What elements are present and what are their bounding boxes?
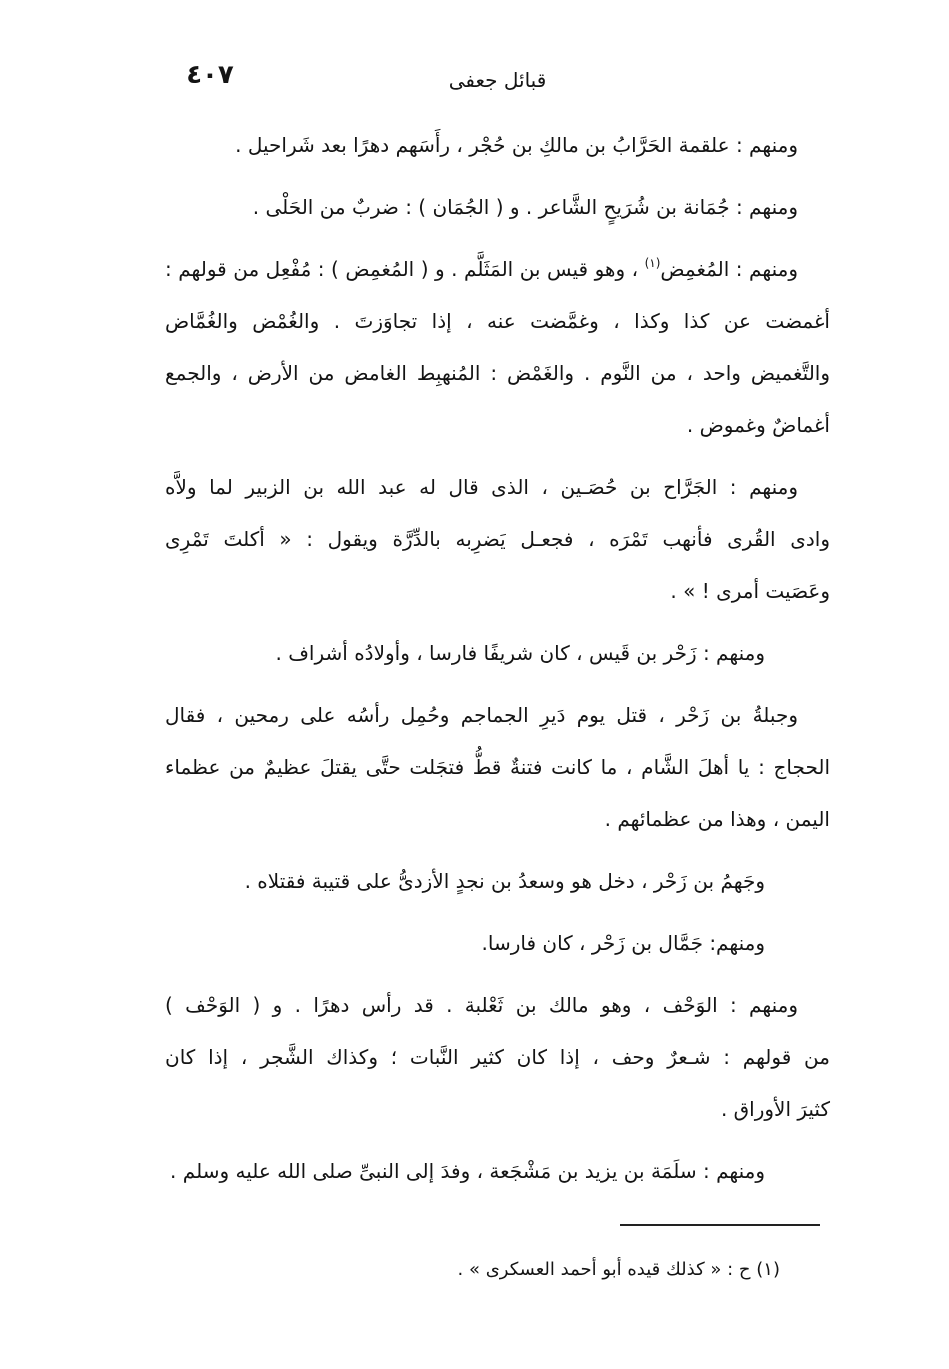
line-text: ومنهم : المُغمِض [660, 257, 798, 281]
text-line: ومنهم: جَمَّال بن زَحْر ، كان فارسا. [481, 931, 765, 955]
text-line: ومنهم : علقمة الحَرَّابُ بن مالكِ بن حُجْر ، رأَسَهم دهرًا بعد شَراحيل . [235, 133, 798, 157]
text-line: أغمضت عن كذا وكذا ، وغمَّضت عنه ، إذا تجاوَزتَ . والغُمْض والغُمَّاض [165, 309, 830, 333]
entry-paragraph [165, 917, 830, 969]
footnote [165, 1250, 780, 1290]
footnote-text: ح : « كذلك قيده أبو أحمد العسكرى » . [457, 1259, 751, 1280]
text-line: وادى القُرى فأنهب تَمْرَه ، فجعـل يَضرِبه بالدِّرَّة ويقول : « أكلتَ تَمْرِى [165, 527, 830, 551]
text-line: وجبلةُ بن زَحْر ، قتل يوم دَيرِ الجماجم وحُمِل رأسُه على رمحين ، فقال [165, 703, 798, 727]
text-line: كثيرَ الأوراق . [720, 1097, 830, 1121]
entry-paragraph [165, 1145, 830, 1197]
text-line: أغماضٌ وغموض . [686, 413, 830, 437]
text-line: وعَصَيت أمرى ! » . [670, 579, 830, 603]
entry-paragraph [165, 627, 830, 679]
text-line: وجَهمُ بن زَحْر ، دخل هو وسعدُ بن نجدٍ الأزدىُّ على قتيبة فقتلاه . [244, 869, 765, 893]
text-line: ومنهم : الوَحْف ، وهو مالك بن ثَعْلبة . قد رأس دهرًا . و ( الوَحْف ) [165, 993, 798, 1017]
entry-paragraph [165, 243, 830, 451]
entry-paragraph [165, 181, 830, 233]
footnote-rule [620, 1224, 820, 1226]
page-number: ٤٠٧ [186, 60, 234, 90]
text-line: ومنهم : جُمَانة بن شُرَيحٍ الشَّاعر . و ( الجُمَان ) : ضربٌ من الحَلْى . [252, 195, 798, 219]
text-line: والتَّغميض واحد ، من النَّوم . والغَمْض : المُنهبِط الغامض من الأرض ، والجمع [165, 361, 830, 385]
footnote-marker: (١) [644, 256, 661, 270]
text-line [165, 243, 830, 295]
text-line: من قولهم : شـعرٌ وحف ، إذا كان كثير النَّبات ؛ وكذاك الشَّجر ، إذا كان [165, 1045, 830, 1069]
running-head: قبائل جعفى [448, 68, 547, 92]
entry-paragraph [165, 689, 830, 845]
text-line: ومنهم : زَحْر بن قَيس ، كان شريفًا فارسا ، وأولادُه أشراف . [275, 641, 765, 665]
entry-paragraph [165, 855, 830, 907]
entry-paragraph [165, 461, 830, 617]
line-text: ، وهو قيس بن المَثَلَّم . و ( المُغمِض ) : مُفْعِل من قولهم : [165, 257, 645, 281]
entry-paragraph [165, 979, 830, 1135]
main-text [165, 119, 830, 1207]
entry-paragraph [165, 119, 830, 171]
text-line: اليمن ، وهذا من عظمائهم . [604, 807, 830, 831]
footnote-number: (١) [756, 1259, 780, 1280]
text-line: ومنهم : الجَرَّاح بن حُصَـين ، الذى قال له عبد الله بن الزبير لما ولاَّه [165, 475, 798, 499]
text-line: الحجاج : يا أهلَ الشَّام ، ما كانت فتنةٌ قطُّ فتجَلت حتَّى يقتلَ عظيمٌ من عظماء [165, 755, 830, 779]
text-line: ومنهم : سلَمَة بن يزيد بن مَشْجَعة ، وفدَ إلى النبىِّ صلى الله عليه وسلم . [170, 1159, 765, 1183]
